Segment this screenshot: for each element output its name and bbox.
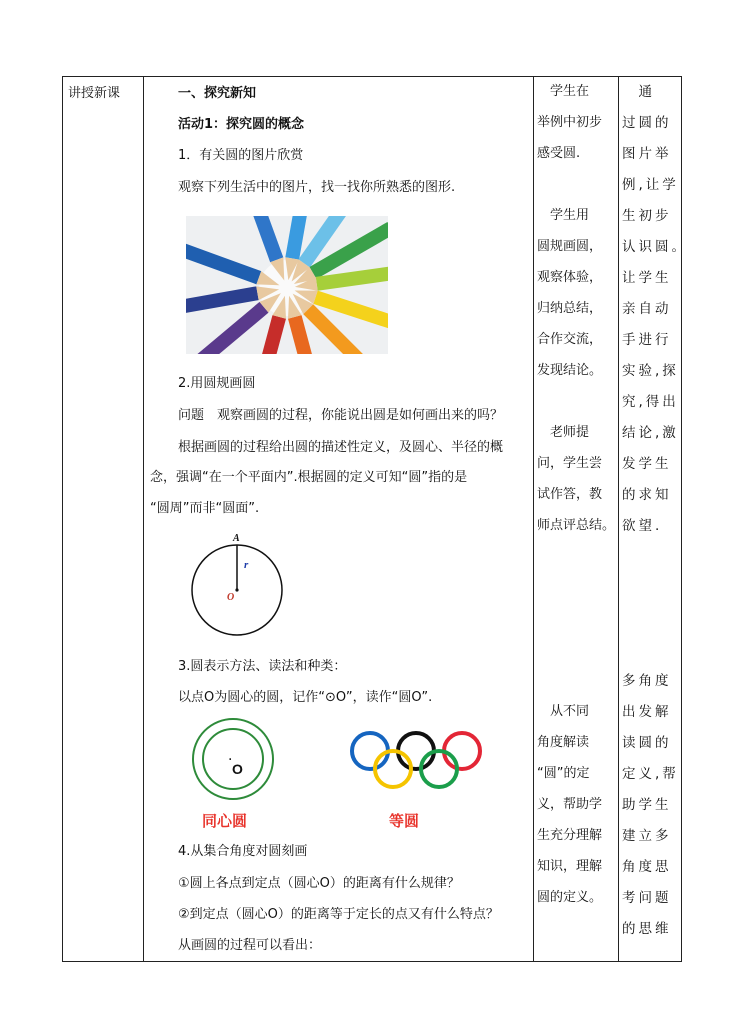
design-intent-line: 实验,探 — [622, 363, 679, 379]
student-activity-line: 举例中初步 — [537, 115, 603, 130]
student-activity-line: 师点评总结。 — [537, 518, 616, 533]
ring-blue — [352, 733, 388, 769]
center-label: O — [227, 592, 235, 603]
design-intent-line — [622, 578, 678, 609]
row-label: 讲授新课 — [68, 86, 121, 101]
student-activity-line: 老师提 — [537, 425, 590, 440]
student-activity-line: 圆的定义。 — [537, 890, 603, 905]
column-divider — [618, 77, 619, 961]
student-activity-line: 从不同 — [537, 704, 590, 719]
student-activity-line — [537, 547, 615, 578]
subsection-title: 2.用圆规画圆 — [178, 376, 256, 391]
question: ②到定点（圆心O）的距离等于定长的点又有什么特点？ — [178, 907, 499, 922]
center-point — [235, 588, 238, 591]
design-intent-line: 的求知 — [622, 487, 672, 503]
design-intent-line: 让学生 — [622, 270, 672, 286]
pencils-circle-photo — [186, 216, 388, 354]
design-intent-line: 多角度 — [622, 673, 672, 689]
student-activity-line: 生充分理解 — [537, 828, 603, 843]
design-intent-line: 发学生 — [622, 456, 672, 472]
student-activity-line: 感受圆. — [537, 146, 581, 161]
inner-circle — [203, 729, 263, 789]
design-intent-line — [622, 547, 678, 578]
design-intent-line — [622, 640, 678, 671]
student-activity-line — [537, 671, 615, 702]
column-divider — [533, 77, 534, 961]
design-intent-line: 究,得出 — [622, 394, 679, 410]
circle-radius-figure — [186, 530, 296, 640]
design-intent-line — [622, 609, 678, 640]
student-activity-line: 观察体验， — [537, 270, 603, 285]
paragraph-line: “圆周”而非“圆面”. — [150, 501, 260, 516]
design-intent-line: 读圆的 — [622, 735, 672, 751]
equal-label: 等圆 — [389, 812, 420, 830]
concentric-circles-figure — [190, 716, 276, 802]
design-intent-line: 亲自动 — [622, 301, 672, 317]
subsection-title: 1．有关圆的图片欣赏 — [178, 148, 304, 163]
ring-green — [421, 751, 457, 787]
design-intent-column — [622, 82, 688, 950]
paragraph: 观察下列生活中的图片，找一找你所熟悉的图形. — [178, 180, 456, 195]
student-activity-line: “圆”的定 — [537, 766, 590, 781]
design-intent-line: 出发解 — [622, 704, 672, 720]
student-activity-line: 圆规画圆， — [537, 239, 603, 254]
design-intent-line: 例,让学 — [622, 177, 679, 193]
paragraph: 从画圆的过程可以看出： — [178, 938, 322, 953]
student-activity-line: 学生在 — [537, 84, 590, 99]
student-activity-line — [537, 175, 615, 206]
design-intent-line: 认识圆。 — [622, 239, 688, 255]
paragraph-line: 念，强调“在一个平面内”.根据圆的定义可知“圆”指的是 — [150, 470, 468, 485]
design-intent-line: 定义,帮 — [622, 766, 679, 782]
student-activity-line — [537, 640, 615, 671]
design-intent-line: 欲望. — [622, 518, 663, 534]
design-intent-line: 助学生 — [622, 797, 672, 813]
activity-heading: 活动1：探究圆的概念 — [178, 117, 305, 132]
design-intent-line: 建立多 — [622, 828, 672, 844]
design-intent-line: 手进行 — [622, 332, 672, 348]
subsection-title: 4.从集合角度对圆刻画 — [178, 844, 308, 859]
paragraph-line: 根据画圆的过程给出圆的描述性定义，及圆心、半径的概 — [178, 440, 504, 455]
student-activity-line: 学生用 — [537, 208, 590, 223]
design-intent-line: 图片举 — [622, 146, 672, 162]
student-activity-line: 知识，理解 — [537, 859, 603, 874]
student-activity-line — [537, 578, 615, 609]
center-dot: · — [228, 752, 233, 768]
equal-circles-figure — [349, 730, 485, 792]
design-intent-line: 的思维 — [622, 921, 672, 937]
student-activity-line: 发现结论。 — [537, 363, 603, 378]
radius-label: r — [244, 559, 249, 571]
student-activity-line: 合作交流， — [537, 332, 603, 347]
student-activity-line — [537, 392, 615, 423]
student-activity-line: 义，帮助学 — [537, 797, 603, 812]
center-label: O — [232, 761, 243, 777]
student-activity-column — [537, 82, 615, 919]
paragraph: 以点O为圆心的圆，记作“⊙O”，读作“圆O”. — [178, 690, 433, 705]
design-intent-line: 通 — [622, 84, 655, 100]
student-activity-line: 试作答，教 — [537, 487, 603, 502]
subsection-title: 3.圆表示方法、读法和种类： — [178, 659, 347, 674]
design-intent-line: 结论,激 — [622, 425, 679, 441]
ring-red — [444, 733, 480, 769]
design-intent-line: 过圆的 — [622, 115, 672, 131]
pencils-illustration — [186, 216, 388, 354]
student-activity-line — [537, 609, 615, 640]
ring-black — [398, 733, 434, 769]
section-heading: 一、探究新知 — [178, 86, 257, 101]
student-activity-line: 归纳总结， — [537, 301, 603, 316]
column-divider — [143, 77, 144, 961]
design-intent-line: 考问题 — [622, 890, 672, 906]
student-activity-line: 问，学生尝 — [537, 456, 603, 471]
question: 问题 观察画圆的过程，你能说出圆是如何画出来的吗？ — [178, 408, 504, 423]
ring-yellow — [375, 751, 411, 787]
point-a-label: A — [233, 533, 240, 544]
concentric-label: 同心圆 — [202, 812, 248, 830]
outer-circle — [193, 719, 273, 799]
design-intent-line: 生初步 — [622, 208, 672, 224]
student-activity-line: 角度解读 — [537, 735, 590, 750]
design-intent-line: 角度思 — [622, 859, 672, 875]
question: ①圆上各点到定点（圆心O）的距离有什么规律？ — [178, 876, 460, 891]
